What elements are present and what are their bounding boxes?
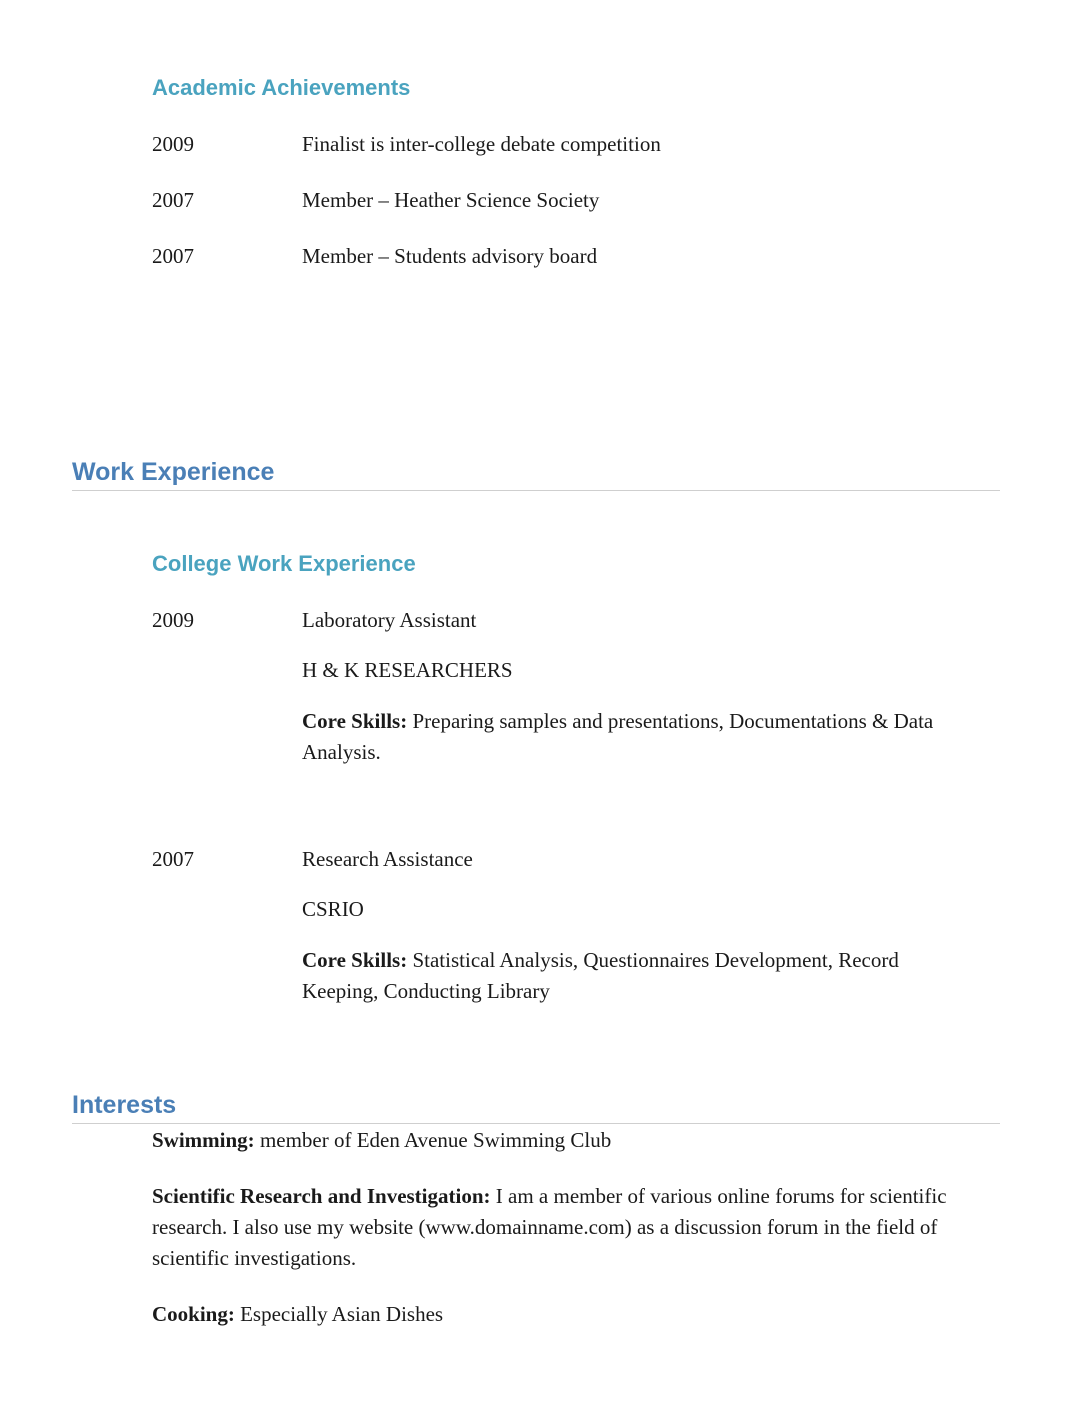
job-company: H & K RESEARCHERS xyxy=(302,658,513,682)
core-skills-text: Statistical Analysis, Questionnaires Development, Record Keeping, Conducting Library xyxy=(302,948,899,1003)
interest-label: Cooking: xyxy=(152,1302,235,1326)
interest-text: Especially Asian Dishes xyxy=(234,1302,444,1326)
core-skills-label: Core Skills: xyxy=(302,709,408,733)
achievement-text: Member – Students advisory board xyxy=(302,244,598,268)
core-skills-label: Core Skills: xyxy=(302,948,408,972)
section-divider xyxy=(72,1123,1000,1124)
job-core-skills xyxy=(302,706,1002,768)
interest-item xyxy=(152,1125,1002,1156)
interest-label: Scientific Research and Investigation: xyxy=(152,1184,491,1208)
interest-label: Swimming: xyxy=(152,1128,255,1152)
core-skills-text: Preparing samples and presentations, Documentations & Data Analysis. xyxy=(302,709,934,764)
academic-achievements-heading: Academic Achievements xyxy=(152,75,411,100)
interest-item xyxy=(152,1181,1002,1274)
job-company: CSRIO xyxy=(302,897,364,921)
achievement-text: Member – Heather Science Society xyxy=(302,188,600,212)
job-year: 2009 xyxy=(152,608,194,632)
job-core-skills xyxy=(302,945,970,1007)
achievement-year: 2009 xyxy=(152,132,194,156)
job-title: Research Assistance xyxy=(302,847,473,871)
interest-item xyxy=(152,1299,1002,1330)
achievement-year: 2007 xyxy=(152,188,194,212)
job-year: 2007 xyxy=(152,847,194,871)
college-work-experience-heading: College Work Experience xyxy=(152,551,416,576)
achievement-year: 2007 xyxy=(152,244,194,268)
job-title: Laboratory Assistant xyxy=(302,608,477,632)
work-experience-heading: Work Experience xyxy=(72,458,275,486)
interest-text: I am a member of various online forums for scientific research. I also use my website (www.domainname.com) as a discussion forum in the field of scientific investigations. xyxy=(152,1184,947,1270)
interests-heading: Interests xyxy=(72,1091,177,1119)
achievement-text: Finalist is inter-college debate competition xyxy=(302,132,661,156)
interest-text: member of Eden Avenue Swimming Club xyxy=(254,1128,612,1152)
section-divider xyxy=(72,490,1000,491)
